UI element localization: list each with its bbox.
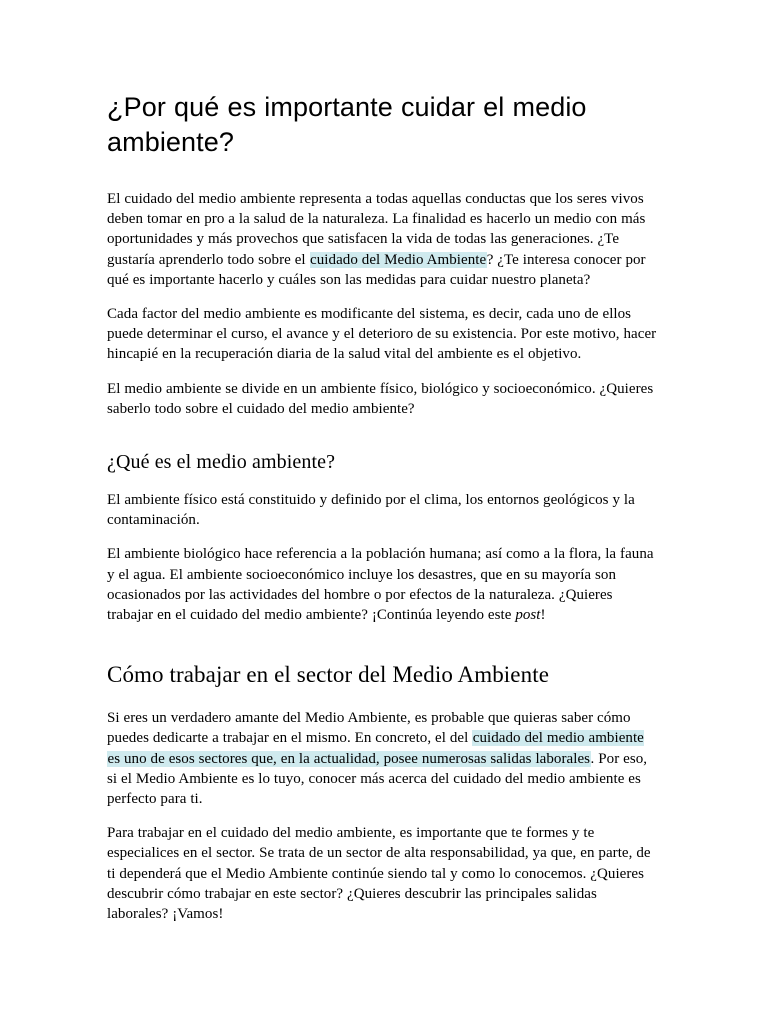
paragraph-intro-1 <box>107 189 659 290</box>
paragraph-como-trabajar-1-part-b: . Por eso, si el Medio Ambiente es lo tuyo, conocer más acerca del cuidado del medio ambiente es perfecto para ti. <box>107 750 648 808</box>
spacer <box>107 160 659 189</box>
spacer <box>107 365 659 379</box>
paragraph-intro-1-part-a: El cuidado del medio ambiente representa a todas aquellas conductas que los seres vivos deben tomar en pro a la salud de la naturaleza. La finalidad es hacerlo un medio con más oportunidades y más provechos que satisfacen la vida de todas las generaciones. ¿Te gustaría aprenderlo todo sobre el <box>107 191 646 268</box>
spacer <box>107 690 659 708</box>
document-content <box>107 90 659 924</box>
paragraph-que-es-2-part-b: ! <box>540 607 546 624</box>
spacer <box>107 809 659 823</box>
spacer <box>107 419 659 449</box>
page-title: ¿Por qué es importante cuidar el medio ambiente? <box>107 92 587 157</box>
spacer <box>107 290 659 304</box>
paragraph-intro-1-part-b: ? ¿Te interesa conocer por qué es importante hacerlo y cuáles son las medidas para cuidar nuestro planeta? <box>107 251 646 288</box>
paragraph-como-trabajar-1 <box>107 708 659 809</box>
paragraph-que-es-2-part-a: El ambiente biológico hace referencia a la población humana; así como a la flora, la fauna y el agua. El ambiente socioeconómico incluye los desastres, que en su mayoría son ocasionados por las actividades del hombre o por efectos de la naturaleza. ¿Quieres trabajar en el cuidado del medio ambiente? ¡Continúa leyendo este <box>107 546 654 624</box>
highlighted-text-salidas-laborales: cuidado del medio ambiente es uno de esos sectores que, en la actualidad, posee numerosas salidas laborales <box>107 730 644 767</box>
italic-word-post: post <box>515 607 541 624</box>
spacer <box>107 530 659 544</box>
spacer <box>107 625 659 660</box>
paragraph-que-es-1: El ambiente físico está constituido y definido por el clima, los entornos geológicos y la contaminación. <box>107 492 635 529</box>
spacer <box>107 475 659 490</box>
paragraph-que-es-2 <box>107 544 659 625</box>
paragraph-intro-3: El medio ambiente se divide en un ambiente físico, biológico y socioeconómico. ¿Quieres saberlo todo sobre el cuidado del medio ambiente? <box>107 380 654 417</box>
paragraph-como-trabajar-1-part-a: Si eres un verdadero amante del Medio Ambiente, es probable que quieras saber cómo puedes dedicarte a trabajar en el mismo. En concreto, el del <box>107 710 631 747</box>
paragraph-como-trabajar-2: Para trabajar en el cuidado del medio ambiente, es importante que te formes y te especialices en el sector. Se trata de un sector de alta responsabilidad, ya que, en parte, de ti dependerá que el Medio Ambiente continúe siendo tal y como lo conocemos. ¿Quieres descubrir cómo trabajar en este sector? ¿Quieres descubrir las principales salidas laborales? ¡Vamos! <box>107 825 651 923</box>
highlighted-text-cuidado-medio-ambiente: cuidado del Medio Ambiente <box>310 251 487 268</box>
heading-como-trabajar-sector-medio-ambiente: Cómo trabajar en el sector del Medio Ambiente <box>107 662 550 688</box>
paragraph-intro-2: Cada factor del medio ambiente es modificante del sistema, es decir, cada uno de ellos puede determinar el curso, el avance y el deterioro de su existencia. Por este motivo, hacer hincapié en la recuperación diaria de la salud vital del ambiente es el objetivo. <box>107 306 657 363</box>
heading-que-es-el-medio-ambiente: ¿Qué es el medio ambiente? <box>107 451 336 474</box>
